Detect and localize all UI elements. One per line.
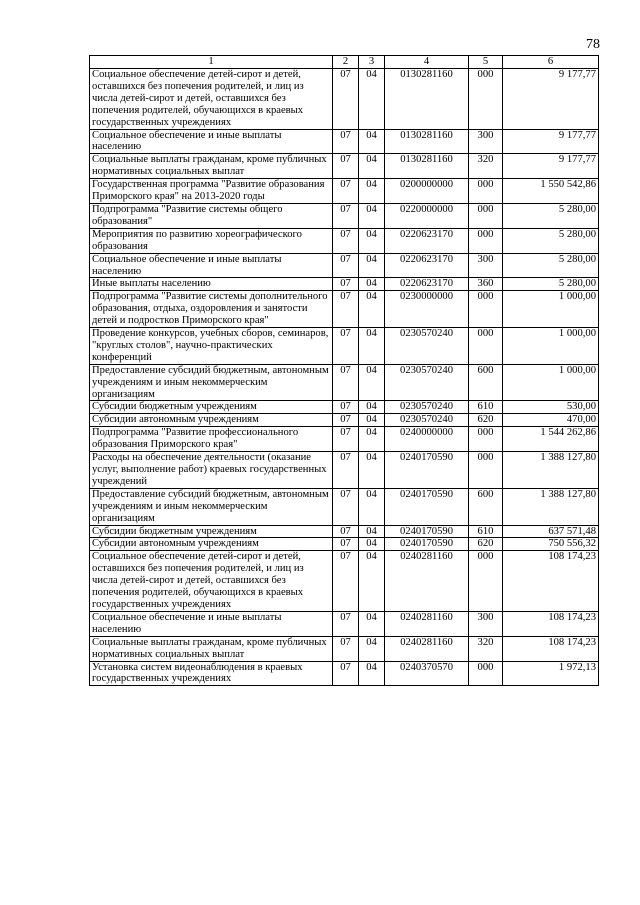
cell-section: 07 bbox=[333, 427, 359, 452]
cell-sum: 9 177,77 bbox=[503, 69, 599, 130]
cell-sum: 9 177,77 bbox=[503, 154, 599, 179]
cell-sum: 108 174,23 bbox=[503, 551, 599, 612]
cell-sum: 1 388 127,80 bbox=[503, 452, 599, 489]
cell-expense-type: 620 bbox=[469, 414, 503, 427]
cell-name: Установка систем видеонаблюдения в краевых государственных учреждениях bbox=[90, 661, 333, 686]
cell-section: 07 bbox=[333, 636, 359, 661]
table-row bbox=[90, 661, 599, 686]
cell-subsection: 04 bbox=[359, 129, 385, 154]
cell-target-code: 0220623170 bbox=[385, 228, 469, 253]
cell-name: Расходы на обеспечение деятельности (оказание услуг, выполнение работ) краевых государственных учреждений bbox=[90, 452, 333, 489]
table-row bbox=[90, 611, 599, 636]
table-row bbox=[90, 401, 599, 414]
table-row bbox=[90, 203, 599, 228]
cell-sum: 1 000,00 bbox=[503, 291, 599, 328]
cell-section: 07 bbox=[333, 278, 359, 291]
cell-sum: 470,00 bbox=[503, 414, 599, 427]
cell-section: 07 bbox=[333, 228, 359, 253]
cell-sum: 108 174,23 bbox=[503, 611, 599, 636]
cell-target-code: 0200000000 bbox=[385, 179, 469, 204]
cell-subsection: 04 bbox=[359, 364, 385, 401]
cell-subsection: 04 bbox=[359, 253, 385, 278]
table-row bbox=[90, 538, 599, 551]
cell-name: Подпрограмма "Развитие профессионального образования Приморского края" bbox=[90, 427, 333, 452]
table-row bbox=[90, 129, 599, 154]
cell-subsection: 04 bbox=[359, 154, 385, 179]
cell-section: 07 bbox=[333, 611, 359, 636]
cell-subsection: 04 bbox=[359, 488, 385, 525]
cell-expense-type: 000 bbox=[469, 203, 503, 228]
cell-target-code: 0230000000 bbox=[385, 291, 469, 328]
table-row bbox=[90, 525, 599, 538]
cell-expense-type: 000 bbox=[469, 452, 503, 489]
cell-subsection: 04 bbox=[359, 636, 385, 661]
cell-name: Предоставление субсидий бюджетным, автономным учреждениям и иным некоммерческим организациям bbox=[90, 364, 333, 401]
cell-sum: 5 280,00 bbox=[503, 278, 599, 291]
table-row bbox=[90, 253, 599, 278]
cell-target-code: 0220623170 bbox=[385, 278, 469, 291]
cell-sum: 108 174,23 bbox=[503, 636, 599, 661]
cell-target-code: 0130281160 bbox=[385, 69, 469, 130]
cell-sum: 750 556,32 bbox=[503, 538, 599, 551]
cell-name: Социальное обеспечение и иные выплаты населению bbox=[90, 611, 333, 636]
cell-target-code: 0240281160 bbox=[385, 636, 469, 661]
cell-section: 07 bbox=[333, 401, 359, 414]
cell-target-code: 0240370570 bbox=[385, 661, 469, 686]
cell-subsection: 04 bbox=[359, 401, 385, 414]
cell-name: Предоставление субсидий бюджетным, автономным учреждениям и иным некоммерческим организациям bbox=[90, 488, 333, 525]
cell-section: 07 bbox=[333, 179, 359, 204]
table-row bbox=[90, 179, 599, 204]
cell-sum: 1 972,13 bbox=[503, 661, 599, 686]
col-header-sum: 6 bbox=[503, 56, 599, 69]
cell-sum: 5 280,00 bbox=[503, 203, 599, 228]
cell-section: 07 bbox=[333, 551, 359, 612]
cell-sum: 1 388 127,80 bbox=[503, 488, 599, 525]
cell-target-code: 0230570240 bbox=[385, 364, 469, 401]
cell-subsection: 04 bbox=[359, 427, 385, 452]
cell-target-code: 0240170590 bbox=[385, 538, 469, 551]
cell-sum: 1 550 542,86 bbox=[503, 179, 599, 204]
cell-target-code: 0240170590 bbox=[385, 488, 469, 525]
col-header-name: 1 bbox=[90, 56, 333, 69]
cell-sum: 5 280,00 bbox=[503, 253, 599, 278]
header-row bbox=[90, 56, 599, 69]
table-row bbox=[90, 452, 599, 489]
cell-expense-type: 600 bbox=[469, 364, 503, 401]
table-row bbox=[90, 427, 599, 452]
cell-subsection: 04 bbox=[359, 525, 385, 538]
cell-expense-type: 620 bbox=[469, 538, 503, 551]
cell-expense-type: 600 bbox=[469, 488, 503, 525]
cell-expense-type: 000 bbox=[469, 661, 503, 686]
page-number: 78 bbox=[586, 37, 600, 52]
cell-target-code: 0130281160 bbox=[385, 129, 469, 154]
cell-expense-type: 000 bbox=[469, 328, 503, 365]
table-row bbox=[90, 291, 599, 328]
cell-expense-type: 300 bbox=[469, 129, 503, 154]
cell-subsection: 04 bbox=[359, 278, 385, 291]
table-row bbox=[90, 488, 599, 525]
cell-name: Проведение конкурсов, учебных сборов, семинаров, "круглых столов", научно-практических конференций bbox=[90, 328, 333, 365]
cell-target-code: 0220623170 bbox=[385, 253, 469, 278]
table-row bbox=[90, 228, 599, 253]
cell-subsection: 04 bbox=[359, 538, 385, 551]
cell-sum: 1 000,00 bbox=[503, 364, 599, 401]
table-row bbox=[90, 636, 599, 661]
cell-subsection: 04 bbox=[359, 291, 385, 328]
cell-subsection: 04 bbox=[359, 228, 385, 253]
cell-target-code: 0240170590 bbox=[385, 525, 469, 538]
cell-name: Социальное обеспечение и иные выплаты населению bbox=[90, 129, 333, 154]
cell-sum: 5 280,00 bbox=[503, 228, 599, 253]
cell-name: Субсидии автономным учреждениям bbox=[90, 414, 333, 427]
cell-subsection: 04 bbox=[359, 328, 385, 365]
cell-target-code: 0240170590 bbox=[385, 452, 469, 489]
cell-target-code: 0130281160 bbox=[385, 154, 469, 179]
table-row bbox=[90, 364, 599, 401]
cell-target-code: 0230570240 bbox=[385, 401, 469, 414]
cell-name: Социальное обеспечение детей-сирот и детей, оставшихся без попечения родителей, и лиц из числа детей-сирот и детей, оставшихся без попечения родителей, обучающихся в краевых государственных учреждениях bbox=[90, 69, 333, 130]
cell-target-code: 0240000000 bbox=[385, 427, 469, 452]
cell-section: 07 bbox=[333, 661, 359, 686]
cell-subsection: 04 bbox=[359, 551, 385, 612]
cell-section: 07 bbox=[333, 154, 359, 179]
cell-target-code: 0230570240 bbox=[385, 414, 469, 427]
cell-target-code: 0240281160 bbox=[385, 551, 469, 612]
cell-section: 07 bbox=[333, 364, 359, 401]
cell-name: Социальное обеспечение и иные выплаты населению bbox=[90, 253, 333, 278]
cell-section: 07 bbox=[333, 291, 359, 328]
col-header-section: 2 bbox=[333, 56, 359, 69]
cell-expense-type: 000 bbox=[469, 551, 503, 612]
cell-expense-type: 000 bbox=[469, 179, 503, 204]
cell-expense-type: 000 bbox=[469, 427, 503, 452]
cell-name: Социальные выплаты гражданам, кроме публичных нормативных социальных выплат bbox=[90, 154, 333, 179]
cell-expense-type: 000 bbox=[469, 69, 503, 130]
cell-section: 07 bbox=[333, 203, 359, 228]
table-row bbox=[90, 278, 599, 291]
budget-table bbox=[89, 55, 599, 686]
table-row bbox=[90, 414, 599, 427]
cell-expense-type: 300 bbox=[469, 253, 503, 278]
cell-section: 07 bbox=[333, 328, 359, 365]
cell-expense-type: 610 bbox=[469, 525, 503, 538]
cell-sum: 1 000,00 bbox=[503, 328, 599, 365]
cell-expense-type: 320 bbox=[469, 154, 503, 179]
cell-section: 07 bbox=[333, 253, 359, 278]
cell-sum: 1 544 262,86 bbox=[503, 427, 599, 452]
col-header-target-code: 4 bbox=[385, 56, 469, 69]
cell-sum: 637 571,48 bbox=[503, 525, 599, 538]
cell-sum: 9 177,77 bbox=[503, 129, 599, 154]
table-row bbox=[90, 154, 599, 179]
cell-name: Подпрограмма "Развитие системы дополнительного образования, отдыха, оздоровления и занятости детей и подростков Приморского края" bbox=[90, 291, 333, 328]
cell-section: 07 bbox=[333, 525, 359, 538]
cell-name: Социальные выплаты гражданам, кроме публичных нормативных социальных выплат bbox=[90, 636, 333, 661]
cell-subsection: 04 bbox=[359, 414, 385, 427]
cell-expense-type: 000 bbox=[469, 291, 503, 328]
cell-section: 07 bbox=[333, 414, 359, 427]
cell-name: Социальное обеспечение детей-сирот и детей, оставшихся без попечения родителей, и лиц из числа детей-сирот и детей, оставшихся без попечения родителей, обучающихся в краевых государственных учреждениях bbox=[90, 551, 333, 612]
cell-section: 07 bbox=[333, 69, 359, 130]
cell-subsection: 04 bbox=[359, 179, 385, 204]
cell-target-code: 0230570240 bbox=[385, 328, 469, 365]
cell-section: 07 bbox=[333, 488, 359, 525]
cell-name: Субсидии автономным учреждениям bbox=[90, 538, 333, 551]
table-row bbox=[90, 69, 599, 130]
cell-sum: 530,00 bbox=[503, 401, 599, 414]
cell-name: Субсидии бюджетным учреждениям bbox=[90, 401, 333, 414]
cell-section: 07 bbox=[333, 129, 359, 154]
cell-subsection: 04 bbox=[359, 203, 385, 228]
col-header-expense-type: 5 bbox=[469, 56, 503, 69]
cell-expense-type: 610 bbox=[469, 401, 503, 414]
cell-name: Иные выплаты населению bbox=[90, 278, 333, 291]
table-row bbox=[90, 551, 599, 612]
cell-name: Подпрограмма "Развитие системы общего образования" bbox=[90, 203, 333, 228]
cell-section: 07 bbox=[333, 538, 359, 551]
cell-expense-type: 360 bbox=[469, 278, 503, 291]
table-row bbox=[90, 328, 599, 365]
col-header-subsection: 3 bbox=[359, 56, 385, 69]
cell-target-code: 0240281160 bbox=[385, 611, 469, 636]
cell-section: 07 bbox=[333, 452, 359, 489]
cell-subsection: 04 bbox=[359, 69, 385, 130]
cell-subsection: 04 bbox=[359, 611, 385, 636]
cell-name: Государственная программа "Развитие образования Приморского края" на 2013-2020 годы bbox=[90, 179, 333, 204]
cell-target-code: 0220000000 bbox=[385, 203, 469, 228]
cell-expense-type: 320 bbox=[469, 636, 503, 661]
cell-name: Мероприятия по развитию хореографического образования bbox=[90, 228, 333, 253]
cell-expense-type: 000 bbox=[469, 228, 503, 253]
cell-name: Субсидии бюджетным учреждениям bbox=[90, 525, 333, 538]
cell-subsection: 04 bbox=[359, 452, 385, 489]
cell-subsection: 04 bbox=[359, 661, 385, 686]
cell-expense-type: 300 bbox=[469, 611, 503, 636]
